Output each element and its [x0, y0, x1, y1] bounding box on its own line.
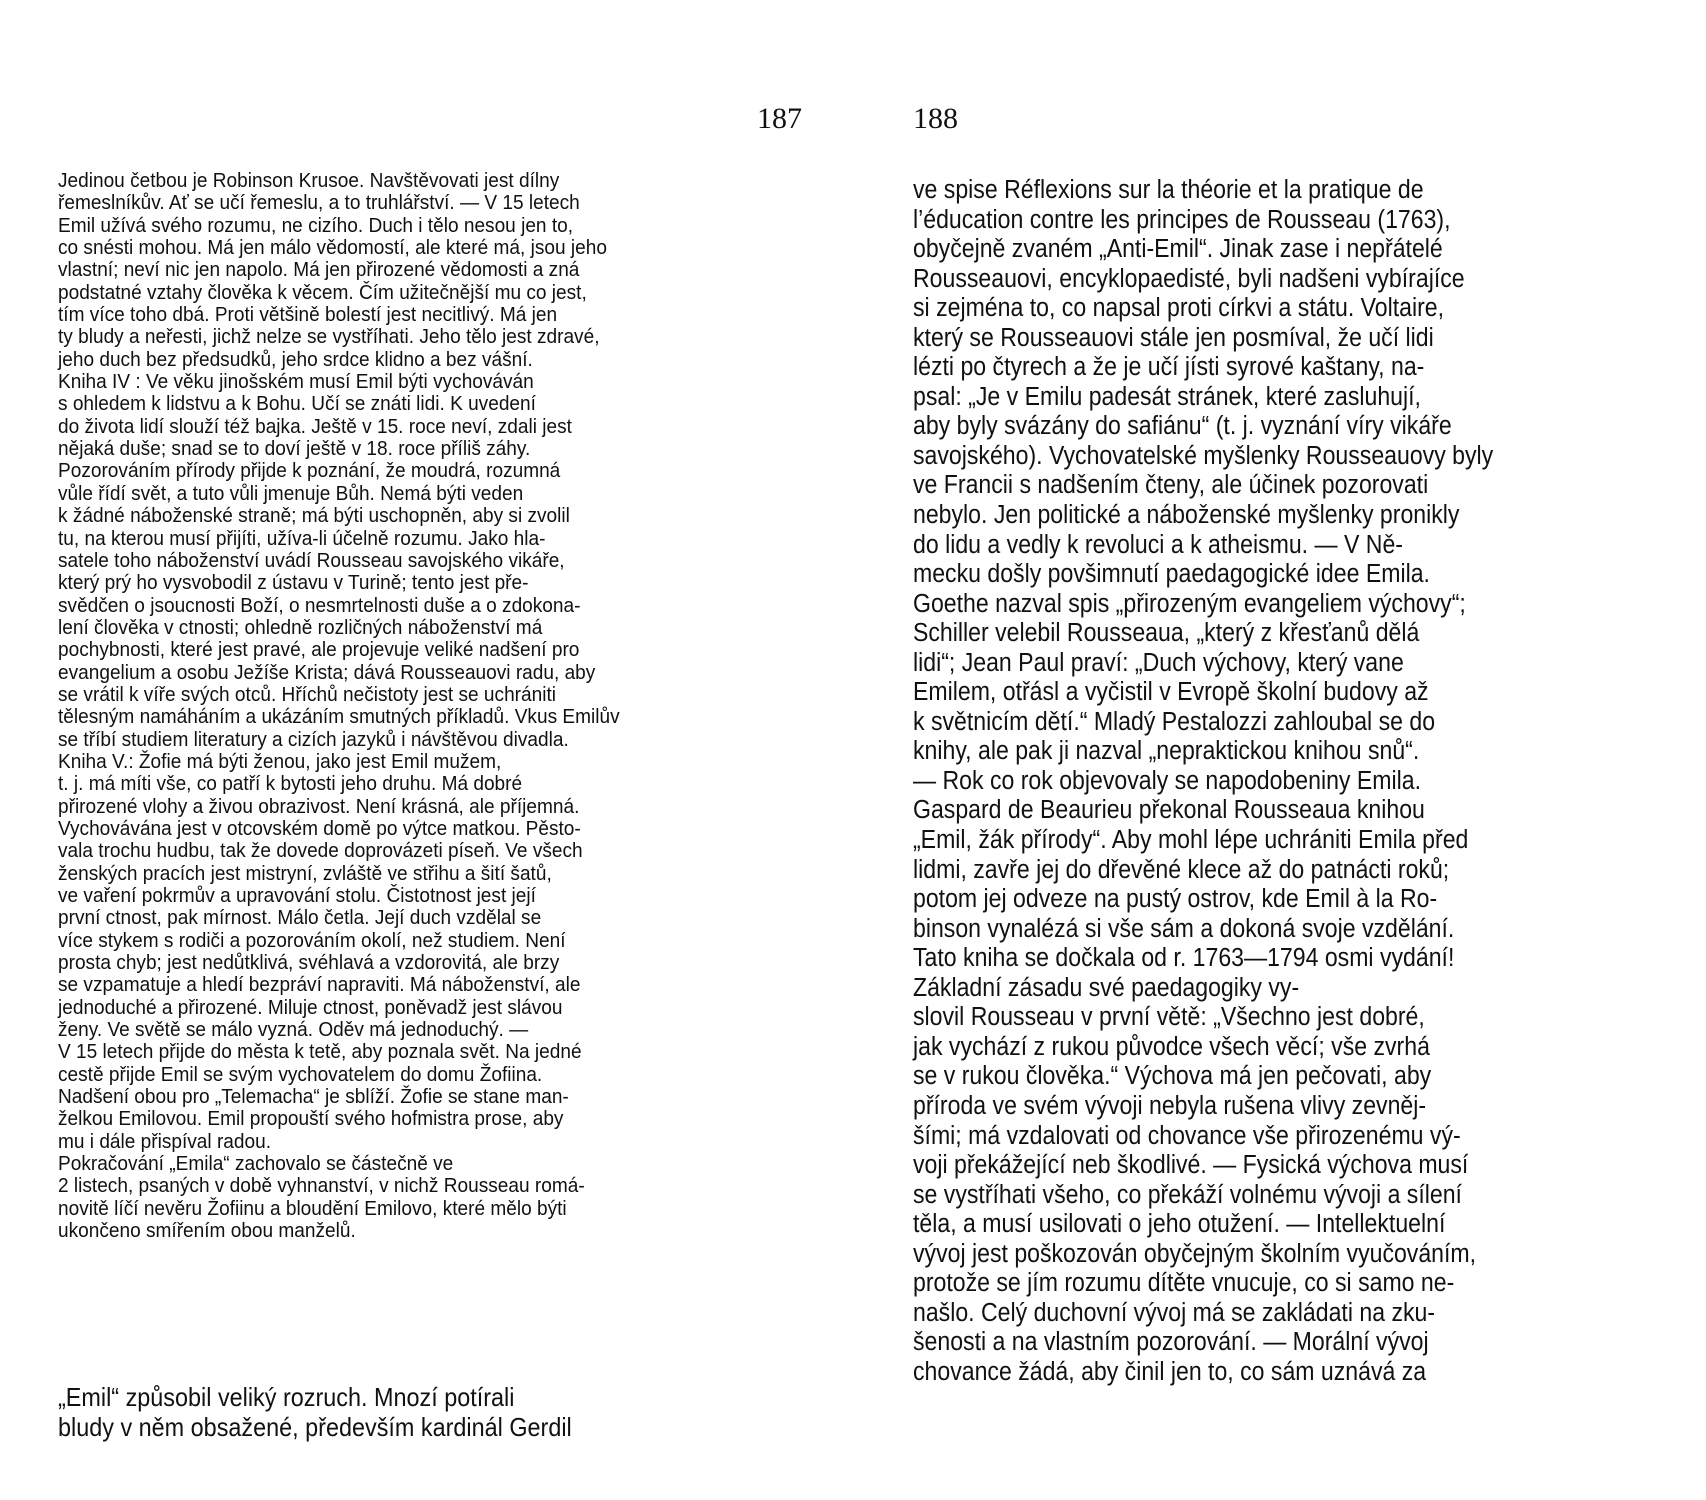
text-line: do lidu a vedly k revoluci a k atheismu. — V Ně-: [913, 530, 1403, 559]
text-line: vlastní; neví nic jen napolo. Má jen přirozené vědomosti a zná: [58, 258, 580, 282]
text-line: lidi“; Jean Paul praví: „Duch výchovy, který vane: [913, 648, 1404, 677]
text-line: obyčejně zvaném „Anti-Emil“. Jinak zase i nepřátelé: [913, 235, 1443, 264]
text-line: slovil Rousseau v první větě: „Všechno jest dobré,: [913, 1003, 1425, 1032]
text-line: pochybnosti, které jest pravé, ale projevuje veliké nadšení pro: [58, 638, 580, 662]
text-line: l’éducation contre les principes de Rousseau (1763),: [913, 205, 1451, 234]
text-line: šenosti a na vlastním pozorování. — Morální vývoj: [913, 1328, 1429, 1357]
text-line: řemeslníkův. Ať se učí řemeslu, a to truhlářství. — V 15 letech: [58, 191, 580, 215]
text-line: ve spise Réflexions sur la théorie et la pratique de: [913, 176, 1424, 204]
text-line: Kniha IV : Ve věku jinošském musí Emil býti vychováván: [58, 370, 534, 394]
text-line: aby byly svázány do safiánu“ (t. j. vyznání víry vikáře: [913, 412, 1452, 441]
text-line: jeho duch bez předsudků, jeho srdce klidno a bez vášní.: [58, 347, 533, 371]
text-line: se vrátil k víře svých otců. Hříchů nečistoty jest se uchrániti: [58, 682, 557, 706]
text-line: do života lidí slouží též bajka. Ještě v 15. roce neví, zdali jest: [58, 414, 572, 438]
text-line: více stykem s rodiči a pozorováním okolí, než studiem. Není: [58, 928, 566, 952]
text-line: Kniha V.: Žofie má býti ženou, jako jest Emil mužem,: [58, 749, 502, 773]
text-line: bludy v něm obsažené, především kardinál Gerdil: [58, 1412, 572, 1442]
text-line: „Emil, žák přírody“. Aby mohl lépe uchrániti Emila před: [913, 826, 1469, 855]
text-line: mecku došly povšimnutí paedagogické idee Emila.: [913, 560, 1430, 589]
text-line: „Emil“ způsobil veliký rozruch. Mnozí potírali: [58, 1382, 515, 1412]
text-line: co snésti mohou. Má jen málo vědomostí, ale které má, jsou jeho: [58, 236, 607, 260]
text-line: mu i dále přispíval radou.: [58, 1129, 272, 1153]
text-line: našlo. Celý duchovní vývoj má se zakládati na zku-: [913, 1298, 1436, 1327]
text-line: ty bludy a neřesti, jichž nelze se vystříhati. Jeho tělo jest zdravé,: [58, 325, 600, 349]
text-line: ženy. Ve světě se málo vyzná. Oděv má jednoduchý. —: [58, 1018, 529, 1042]
text-line: nějaká duše; snad se to doví ještě v 18. roce příliš záhy.: [58, 437, 531, 461]
text-line: vývoj jest poškozován obyčejným školním vyučováním,: [913, 1239, 1477, 1268]
text-line: ženských pracích jest mistryní, zvláště ve střihu a šití šatů,: [58, 861, 552, 885]
text-line: přirozené vlohy a živou obrazivost. Není krásná, ale příjemná.: [58, 794, 580, 818]
text-line: — Rok co rok objevovaly se napodobeniny Emila.: [913, 766, 1421, 795]
body-text: [58, 170, 746, 1243]
text-line: podstatné vztahy člověka k věcem. Čím užitečnější mu co jest,: [58, 280, 587, 304]
text-line: Emil užívá svého rozumu, ne cizího. Duch i tělo nesou jen to,: [58, 213, 574, 237]
text-line: protože se jím rozumu dítěte vnucuje, co si samo ne-: [913, 1269, 1455, 1298]
text-line: tu, na kterou musí přijíti, užíva-li účelně rozumu. Jako hla-: [58, 526, 546, 550]
text-line: šími; má vzdalovati od chovance vše přirozenému vý-: [913, 1121, 1461, 1150]
text-line: chovance žádá, aby činil jen to, co sám uznává za: [913, 1357, 1427, 1386]
text-line: ve Francii s nadšením čteny, ale účinek pozorovati: [913, 471, 1429, 500]
text-line: psal: „Je v Emilu padesát stránek, které zasluhují,: [913, 382, 1421, 411]
text-line: potom jej odveze na pustý ostrov, kde Emil à la Ro-: [913, 885, 1438, 914]
text-line: ukončeno smířením obou manželů.: [58, 1219, 356, 1243]
text-line: ve vaření pokrmův a upravování stolu. Čistotnost jest její: [58, 884, 536, 907]
text-line: lézti po čtyrech a že je učí jísti syrové kaštany, na-: [913, 353, 1425, 382]
text-line: se vystříhati všeho, co překáží volnému vývoji a sílení: [913, 1180, 1462, 1209]
text-line: který prý ho vysvobodil z ústavu v Turině; tento jest pře-: [58, 571, 529, 595]
text-line: Gaspard de Beaurieu překonal Rousseaua knihou: [913, 796, 1425, 825]
text-line: cestě přijde Emil se svým vychovatelem do domu Žofiina.: [58, 1062, 543, 1086]
text-line: Nadšení obou pro „Telemacha“ je sblíží. Žofie se stane man-: [58, 1085, 569, 1109]
text-line: voji překážející neb škodlivé. — Fysická výchova musí: [913, 1151, 1469, 1180]
text-line: k světnicím dětí.“ Mladý Pestalozzi zahloubal se do: [913, 707, 1436, 736]
text-line: V 15 letech přijde do města k tetě, aby poznala svět. Na jedné: [58, 1040, 582, 1064]
body-text: [913, 176, 1583, 1387]
text-line: prosta chyb; jest nedůtklivá, svéhlavá a vzdorovitá, ale brzy: [58, 951, 560, 975]
text-line: Tato kniha se dočkala od r. 1763—1794 osmi vydání!: [913, 944, 1455, 973]
text-line: lení člověka v ctnosti; ohledně rozličných náboženství má: [58, 615, 543, 639]
text-line: si zejména to, co napsal proti církvi a státu. Voltaire,: [913, 294, 1445, 323]
page-number: 188: [913, 102, 958, 135]
page-number: 187: [757, 102, 802, 135]
text-line: příroda ve svém vývoji nebyla rušena vlivy zevněj-: [913, 1091, 1427, 1120]
text-line: se vzpamatuje a hledí bezpráví napraviti. Má náboženství, ale: [58, 973, 581, 997]
text-line: první ctnost, pak mírnost. Málo četla. Její duch vzdělal se: [58, 906, 542, 930]
text-line: novitě líčí nevěru Žofiinu a bloudění Emilovo, které mělo býti: [58, 1196, 567, 1220]
text-line: Pozorováním přírody přijde k poznání, že moudrá, rozumná: [58, 459, 561, 483]
text-line: t. j. má míti vše, co patří k bytosti jeho druhu. Má dobré: [58, 772, 523, 796]
text-line: s ohledem k lidstvu a k Bohu. Učí se znáti lidi. K uvedení: [58, 392, 536, 416]
text-line: 2 listech, psaných v době vyhnanství, v nichž Rousseau romá-: [58, 1174, 585, 1198]
text-line: jak vychází z rukou původce všech věcí; vše zvrhá: [913, 1032, 1430, 1061]
text-line: Emilem, otřásl a vyčistil v Evropě školní budovy až: [913, 678, 1429, 707]
text-line: evangelium a osobu Ježíše Krista; dává Rousseauovi radu, aby: [58, 660, 596, 684]
text-line: Základní zásadu své paedagogiky vy-: [913, 973, 1300, 1002]
text-line: Jedinou četbou je Robinson Krusoe. Navštěvovati jest dílny: [58, 169, 560, 192]
text-line: Vychovávána jest v otcovském domě po výtce matkou. Pěsto-: [58, 816, 581, 840]
text-line: Pokračování „Emila“ zachovalo se částečně ve: [58, 1152, 454, 1176]
text-line: se v rukou člověka.“ Výchova má jen pečovati, aby: [913, 1062, 1432, 1091]
text-line: který se Rousseauovi stále jen posmíval, že učí lidi: [913, 323, 1434, 352]
text-line: savojského). Vychovatelské myšlenky Rousseauovy byly: [913, 441, 1494, 470]
closing-paragraph: [58, 1382, 724, 1442]
text-line: Schiller velebil Rousseaua, „který z křesťanů dělá: [913, 619, 1420, 648]
text-line: těla, a musí usilovati o jeho otužení. — Intellektuelní: [913, 1210, 1446, 1239]
text-line: vala trochu hudbu, tak že dovede doprovázeti píseň. Ve všech: [58, 839, 583, 863]
text-line: želkou Emilovou. Emil propouští svého hofmistra prose, aby: [58, 1107, 564, 1131]
text-line: binson vynalézá si vše sám a dokoná svoje vzdělání.: [913, 914, 1455, 943]
text-line: Rousseauovi, encyklopaedisté, byli nadšeni vybírajíce: [913, 264, 1465, 293]
text-line: svědčen o jsoucnosti Boží, o nesmrtelnosti duše a o zdokona-: [58, 593, 581, 617]
text-line: vůle řídí svět, a tuto vůli jmenuje Bůh. Nemá býti veden: [58, 481, 524, 505]
text-line: tím více toho dbá. Proti většině bolestí jest necitlivý. Má jen: [58, 303, 558, 327]
text-line: satele toho náboženství uvádí Rousseau savojského vikáře,: [58, 548, 565, 572]
text-line: lidmi, zavře jej do dřevěné klece až do patnácti roků;: [913, 855, 1450, 884]
text-line: jednoduché a přirozené. Miluje ctnost, poněvadž jest slávou: [58, 995, 563, 1019]
text-line: nebylo. Jen politické a náboženské myšlenky pronikly: [913, 501, 1460, 530]
text-line: knihy, ale pak ji nazval „nepraktickou knihou snů“.: [913, 737, 1420, 766]
text-line: se tříbí studiem literatury a cizích jazyků i návštěvou divadla.: [58, 727, 569, 751]
text-line: k žádné náboženské straně; má býti uschopněn, aby si zvolil: [58, 504, 570, 528]
text-line: Goethe nazval spis „přirozeným evangeliem výchovy“;: [913, 589, 1466, 618]
text-line: tělesným namáháním a ukázáním smutných příkladů. Vkus Emilův: [58, 705, 620, 729]
